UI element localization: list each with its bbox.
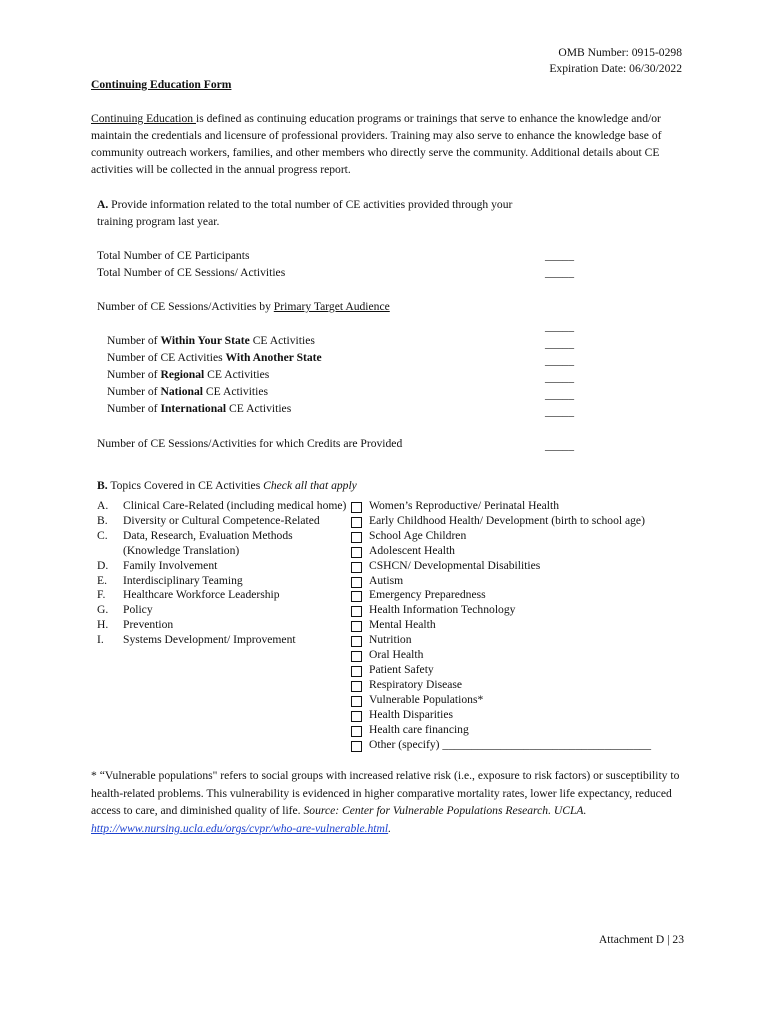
checklist-item bbox=[351, 603, 681, 618]
topic-text: Data, Research, Evaluation Methods (Knowledge Translation) bbox=[123, 528, 293, 557]
topic-checkbox[interactable] bbox=[351, 517, 362, 528]
topic-letter: C. bbox=[97, 528, 108, 542]
topic-checkbox[interactable] bbox=[351, 547, 362, 558]
national-blank[interactable]: _____ bbox=[545, 388, 574, 401]
checklist-label[interactable]: Other (specify) ____________________________________ bbox=[369, 737, 652, 751]
section-a-letter: A. bbox=[97, 198, 109, 211]
topic-checkbox[interactable] bbox=[351, 666, 362, 677]
topic-text: Family Involvement bbox=[123, 558, 218, 572]
topic-text: Healthcare Workforce Leadership bbox=[123, 588, 280, 602]
topic-checkbox[interactable] bbox=[351, 726, 362, 737]
topic-checklist bbox=[351, 499, 681, 752]
sessions-label: Total Number of CE Sessions/ Activities bbox=[97, 266, 286, 279]
checklist-label: Early Childhood Health/ Development (birth to school age) bbox=[369, 513, 645, 527]
topic-checkbox[interactable] bbox=[351, 502, 362, 513]
international-blank[interactable]: _____ bbox=[545, 405, 574, 418]
topic-letter: E. bbox=[97, 573, 107, 587]
regional-bold: Regional bbox=[160, 368, 205, 381]
audience-heading bbox=[97, 298, 390, 315]
checklist-item bbox=[351, 738, 681, 753]
another-pre: Number of CE Activities bbox=[107, 351, 226, 364]
checklist-label: Health Information Technology bbox=[369, 603, 516, 617]
regional-pre: Number of bbox=[107, 368, 161, 381]
checklist-item bbox=[351, 693, 681, 708]
another-bold: With Another State bbox=[225, 351, 322, 364]
topic-text: Diversity or Cultural Competence-Related bbox=[123, 513, 320, 527]
regional-post: CE Activities bbox=[204, 368, 270, 381]
section-b-heading bbox=[97, 477, 357, 494]
another-state-label bbox=[107, 349, 322, 366]
topic-letter: I. bbox=[97, 633, 104, 647]
topic-item bbox=[97, 603, 352, 618]
regional-label bbox=[107, 366, 269, 383]
omb-number: OMB Number: 0915-0298 bbox=[558, 46, 682, 59]
sessions-blank[interactable]: _____ bbox=[545, 266, 574, 279]
national-label bbox=[107, 383, 268, 400]
checklist-label: Respiratory Disease bbox=[369, 677, 463, 691]
audience-prefix: Number of CE Sessions/Activities by bbox=[97, 300, 274, 313]
topic-text: Clinical Care-Related (including medical home) bbox=[123, 499, 347, 512]
topic-item bbox=[97, 618, 352, 633]
topic-letter: H. bbox=[97, 618, 109, 632]
audience-term: Primary Target Audience bbox=[273, 300, 390, 313]
intro-paragraph bbox=[91, 110, 691, 178]
checklist-label: School Age Children bbox=[369, 528, 467, 542]
topic-checkbox[interactable] bbox=[351, 681, 362, 692]
section-a-heading bbox=[97, 196, 537, 230]
checklist-item bbox=[351, 633, 681, 648]
footnote-source: Source: Center for Vulnerable Populations Research. UCLA. bbox=[303, 804, 587, 817]
topic-checkbox[interactable] bbox=[351, 711, 362, 722]
topic-checkbox[interactable] bbox=[351, 532, 362, 543]
checklist-item bbox=[351, 574, 681, 589]
checklist-label: Oral Health bbox=[369, 648, 424, 662]
expiration-date: Expiration Date: 06/30/2022 bbox=[549, 62, 682, 75]
topic-item bbox=[97, 588, 352, 603]
footnote-end: . bbox=[388, 821, 392, 835]
checklist-label: Patient Safety bbox=[369, 662, 434, 676]
topic-checkbox[interactable] bbox=[351, 741, 362, 752]
within-post: CE Activities bbox=[249, 334, 315, 347]
participants-blank[interactable]: _____ bbox=[545, 249, 574, 262]
regional-blank[interactable]: _____ bbox=[545, 371, 574, 384]
topic-checkbox[interactable] bbox=[351, 606, 362, 617]
checklist-item bbox=[351, 529, 681, 544]
page-number: Attachment D | 23 bbox=[598, 933, 684, 946]
topic-item bbox=[97, 529, 352, 559]
topic-checkbox[interactable] bbox=[351, 636, 362, 647]
topic-letter: B. bbox=[97, 513, 108, 527]
topic-item bbox=[97, 499, 352, 514]
topic-text: Systems Development/ Improvement bbox=[123, 633, 296, 647]
international-post: CE Activities bbox=[226, 402, 292, 415]
footnote bbox=[91, 767, 691, 837]
checklist-label: CSHCN/ Developmental Disabilities bbox=[369, 558, 541, 572]
participants-label: Total Number of CE Participants bbox=[97, 249, 250, 262]
omb-header bbox=[549, 45, 682, 77]
footnote-text: * “Vulnerable populations" refers to social groups with increased relative risk (i.e., exposure to risk factors) or susceptibility to health-related problems. This vulnerability is evidenced in higher comparative mortality rates, lower life expectancy, reduced access to care, and diminished quality of life. bbox=[91, 769, 680, 817]
national-post: CE Activities bbox=[202, 385, 269, 398]
topic-text: Prevention bbox=[123, 618, 174, 632]
topic-item bbox=[97, 574, 352, 589]
national-bold: National bbox=[160, 385, 203, 398]
checklist-item bbox=[351, 588, 681, 603]
checklist-item bbox=[351, 663, 681, 678]
checklist-label: Health care financing bbox=[369, 722, 469, 736]
intro-term: Continuing Education bbox=[91, 112, 196, 125]
checklist-item bbox=[351, 544, 681, 559]
topic-checkbox[interactable] bbox=[351, 591, 362, 602]
checklist-label: Nutrition bbox=[369, 633, 412, 647]
checklist-label: Mental Health bbox=[369, 618, 436, 632]
within-state-label bbox=[107, 332, 315, 349]
topic-letter: D. bbox=[97, 558, 109, 572]
within-pre: Number of bbox=[107, 334, 161, 347]
checklist-item bbox=[351, 723, 681, 738]
checklist-label: Emergency Preparedness bbox=[369, 588, 486, 602]
topic-text: Policy bbox=[123, 603, 153, 617]
international-pre: Number of bbox=[107, 402, 161, 415]
topic-list-lettered bbox=[97, 499, 352, 648]
credits-blank[interactable]: _____ bbox=[545, 439, 574, 452]
section-b-instruction: Check all that apply bbox=[263, 479, 357, 492]
international-label bbox=[107, 400, 291, 417]
checklist-item bbox=[351, 708, 681, 723]
checklist-item bbox=[351, 559, 681, 574]
checklist-label: Autism bbox=[369, 573, 404, 587]
credits-label: Number of CE Sessions/Activities for which Credits are Provided bbox=[97, 437, 403, 450]
footnote-link[interactable]: http://www.nursing.ucla.edu/orgs/cvpr/who-are-vulnerable.html bbox=[91, 821, 389, 835]
topic-checkbox[interactable] bbox=[351, 577, 362, 588]
section-b-text: Topics Covered in CE Activities bbox=[107, 479, 264, 492]
within-bold: Within Your State bbox=[160, 334, 250, 347]
checklist-label: Health Disparities bbox=[369, 707, 454, 721]
topic-checkbox[interactable] bbox=[351, 621, 362, 632]
audience-blank-1[interactable]: _____ bbox=[545, 320, 574, 333]
within-state-blank[interactable]: _____ bbox=[545, 337, 574, 350]
intro-text: is defined as continuing education programs or trainings that serve to enhance the knowledge and/or maintain the credentials and licensure of professional providers. Training may also serve to enhance the knowledge base of community outreach workers, families, and other members who directly serve the community. Additional details about CE activities will be collected in the annual progress report. bbox=[91, 112, 662, 176]
topic-checkbox[interactable] bbox=[351, 651, 362, 662]
topic-text: Interdisciplinary Teaming bbox=[123, 573, 243, 587]
international-bold: International bbox=[160, 402, 227, 415]
topic-letter: G. bbox=[97, 603, 109, 617]
topic-item bbox=[97, 633, 352, 648]
checklist-item bbox=[351, 648, 681, 663]
topic-item bbox=[97, 514, 352, 529]
checklist-label: Adolescent Health bbox=[369, 543, 455, 557]
topic-item bbox=[97, 559, 352, 574]
another-state-blank[interactable]: _____ bbox=[545, 354, 574, 367]
checklist-label: Women’s Reproductive/ Perinatal Health bbox=[369, 499, 559, 512]
checklist-item bbox=[351, 514, 681, 529]
topic-checkbox[interactable] bbox=[351, 562, 362, 573]
topic-letter: F. bbox=[97, 588, 106, 602]
form-title: Continuing Education Form bbox=[91, 78, 232, 91]
checklist-item bbox=[351, 618, 681, 633]
checklist-item bbox=[351, 499, 681, 514]
topic-checkbox[interactable] bbox=[351, 696, 362, 707]
section-b-letter: B. bbox=[97, 479, 108, 492]
section-a-text: Provide information related to the total number of CE activities provided through your training program last year. bbox=[97, 198, 513, 228]
national-pre: Number of bbox=[107, 385, 161, 398]
topic-letter: A. bbox=[97, 499, 109, 512]
checklist-item bbox=[351, 678, 681, 693]
checklist-label: Vulnerable Populations* bbox=[369, 692, 484, 706]
